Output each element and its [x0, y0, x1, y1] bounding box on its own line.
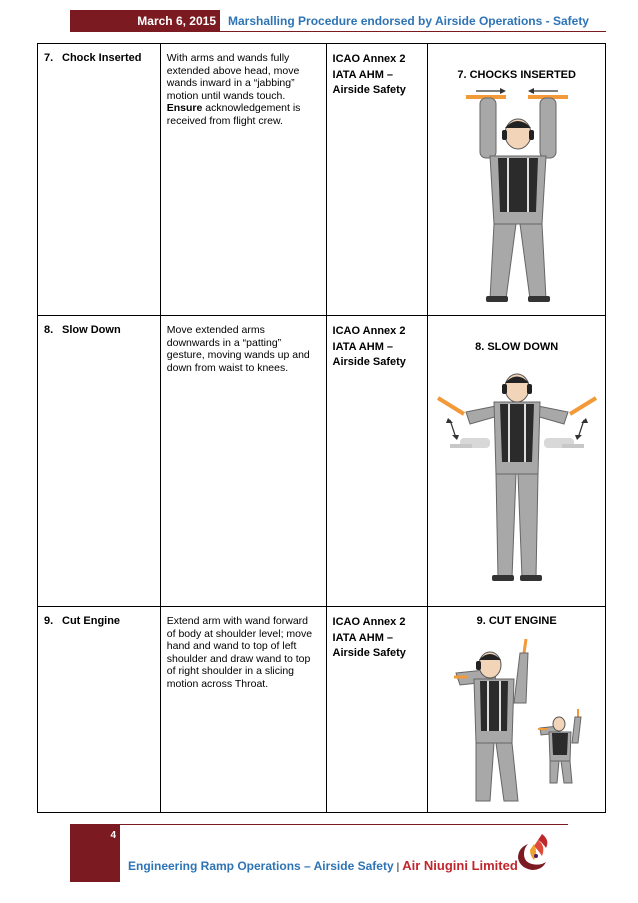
header-date: March 6, 2015 — [70, 10, 220, 32]
footer-rule — [120, 824, 568, 825]
picture-cell — [428, 316, 606, 607]
reference-cell — [326, 44, 428, 316]
reference-airside: Airside Safety — [332, 84, 406, 96]
reference-iata: IATA AHM – — [332, 631, 394, 644]
picture-title: 7. CHOCKS INSERTED — [457, 69, 576, 81]
cut-engine-marshaller-illustration — [428, 633, 606, 803]
reference-icao: ICAO Annex 2 — [332, 325, 406, 337]
air-niugini-bird-of-paradise-logo — [512, 830, 554, 874]
header-rule — [220, 31, 606, 32]
table-row — [38, 607, 606, 813]
signal-number: 9. — [44, 615, 54, 627]
signal-number: 8. — [44, 324, 54, 336]
slow-down-marshaller-illustration — [428, 368, 606, 593]
footer-page-bar — [70, 824, 120, 882]
page-header — [70, 10, 606, 32]
picture-cell — [428, 44, 606, 316]
reference-icao: ICAO Annex 2 — [332, 616, 406, 628]
procedure-table — [37, 43, 606, 813]
table-row — [38, 44, 606, 316]
header-title: Marshalling Procedure endorsed by Airside Operations - Safety — [228, 14, 589, 28]
reference-cell — [326, 607, 428, 813]
picture-title: 8. SLOW DOWN — [475, 341, 559, 353]
chocks-inserted-marshaller-illustration — [428, 84, 606, 309]
signal-name: Chock Inserted — [62, 52, 142, 64]
signal-number: 7. — [44, 52, 54, 64]
description-emphasis: Ensure — [166, 102, 203, 114]
picture-title: 9. CUT ENGINE — [476, 615, 557, 627]
description-cell — [160, 316, 326, 607]
reference-icao: ICAO Annex 2 — [332, 53, 406, 65]
signal-name-cell — [38, 44, 161, 316]
footer-department: Engineering Ramp Operations – Airside Safety — [128, 859, 394, 873]
description-text: Move extended arms downwards in a “patting” gesture, moving wands up and down from waist to knees. — [166, 324, 310, 374]
signal-name: Slow Down — [62, 324, 121, 336]
description-tail: acknowledgement is received from flight crew. — [166, 102, 301, 127]
picture-cell — [428, 607, 606, 813]
footer-separator: | — [396, 862, 400, 873]
description-cell — [160, 44, 326, 316]
reference-airside: Airside Safety — [332, 647, 406, 659]
reference-cell — [326, 316, 428, 607]
footer-company: Air Niugini Limited — [402, 858, 518, 873]
page-footer — [70, 824, 568, 882]
footer-text — [128, 858, 518, 873]
signal-name: Cut Engine — [62, 615, 121, 627]
signal-name-cell — [38, 316, 161, 607]
description-text: With arms and wands fully extended above head, move wands inward in a “jabbing” motion until wands touch. — [166, 52, 300, 102]
reference-iata: IATA AHM – — [332, 340, 394, 353]
reference-iata: IATA AHM – — [332, 68, 394, 81]
signal-name-cell — [38, 607, 161, 813]
page-number: 4 — [110, 830, 116, 841]
description-text: Extend arm with wand forward of body at shoulder level; move hand and wand to top of left shoulder and draw wand to top of right shoulder in a slicing motion across Throat. — [166, 615, 313, 690]
description-cell — [160, 607, 326, 813]
reference-airside: Airside Safety — [332, 356, 406, 368]
table-row — [38, 316, 606, 607]
